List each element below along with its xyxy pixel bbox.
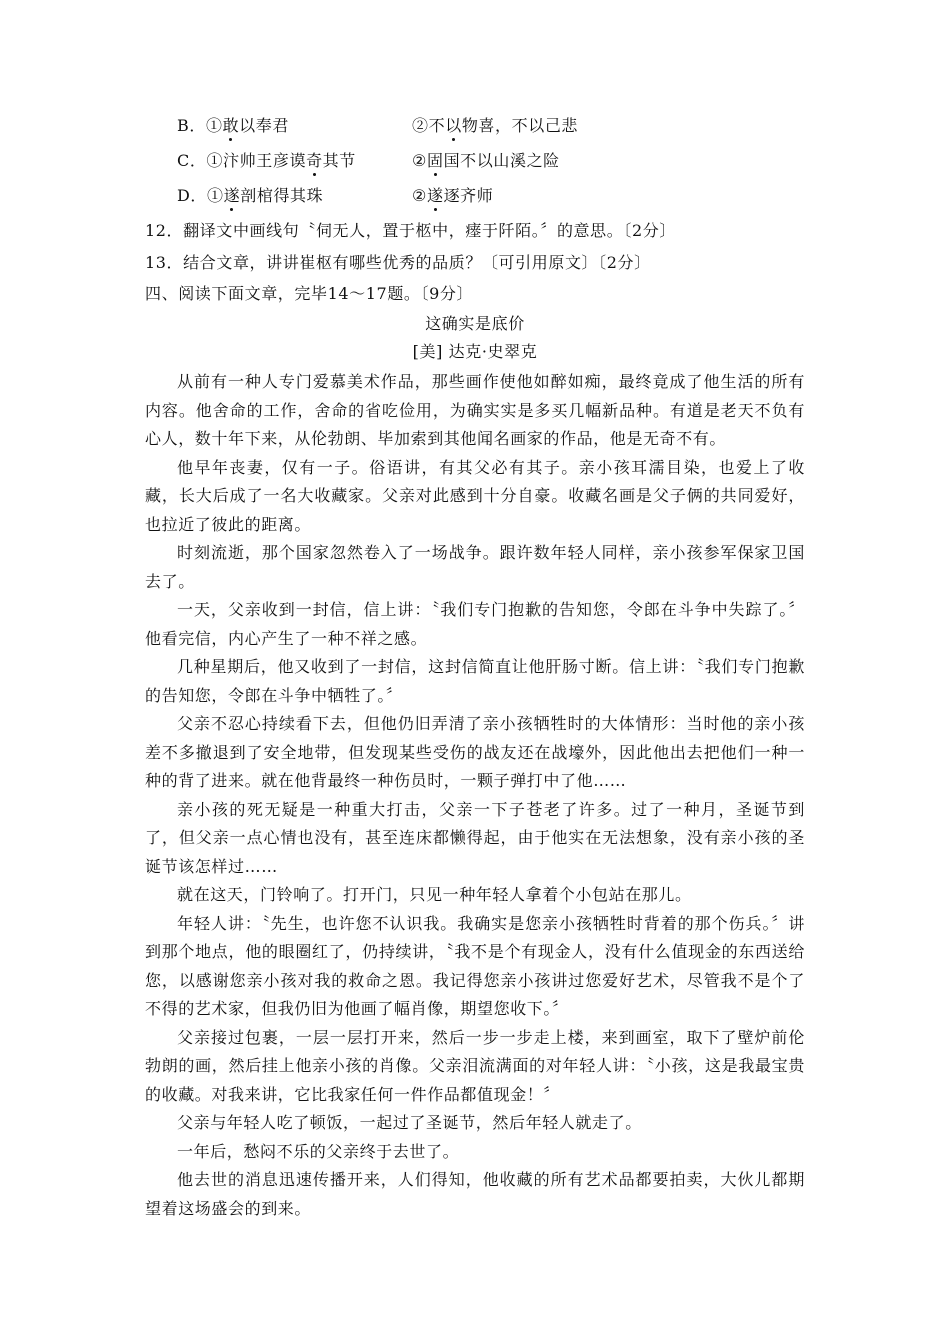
question-13: 13．结合文章，讲讲崔枢有哪些优秀的品质？〔可引用原文〕〔2分〕 [145,253,651,272]
article-paragraph: 他去世的消息迅速传播开来，人们得知，他收藏的所有艺术品都要拍卖，大伙儿都期望着这场盛会的到来。 [145,1170,805,1218]
section-4-heading: 四、阅读下面文章，完毕14～17题。〔9分〕 [145,284,474,303]
option-c-first: C．①汴帅王彦谟奇其节 [177,151,356,170]
article-paragraph: 他早年丧妻，仅有一子。俗语讲，有其父必有其子。亲小孩耳濡目染，也爱上了收藏，长大后成了一名大收藏家。父亲对此感到十分自豪。收藏名画是父子俩的共同爱好，也拉近了彼此的距离。 [145,457,805,534]
emphasis-dot-char: 以 [445,116,462,135]
question-12: 12．翻译文中画线句〝伺无人，置于柩中，瘗于阡陌。〞的意思。〔2分〕 [145,221,676,240]
emphasis-dot-char: 奇 [306,151,323,170]
article-paragraph: 从前有一种人专门爱慕美术作品，那些画作使他如醉如痴，最终竟成了他生活的所有内容。他舍命的工作，舍命的省吃俭用，为确实实是多买几幅新品种。有道是老天不负有心人，数十年下来，从伦勃朗、毕加索到其他闻名画家的作品，他是无奇不有。 [145,372,805,448]
article-paragraph: 父亲接过包裹，一层一层打开来，然后一步一步走上楼，来到画室，取下了壁炉前伦勃朗的画，然后挂上他亲小孩的肖像。父亲泪流满面的对年轻人讲：〝小孩，这是我最宝贵的收藏。对我来讲，它比我家任何一件作品都值现金！〞 [145,1027,805,1104]
option-b-second: ②不以物喜，不以己悲 [412,116,579,135]
option-c-second: ②固国不以山溪之险 [412,151,560,170]
article-paragraph: 父亲不忍心持续看下去，但他仍旧弄清了亲小孩牺牲时的大体情形：当时他的亲小孩差不多撤退到了安全地带，但发现某些受伤的战友还在战壕外，因此他出去把他们一种一种的背了进来。就在他背最终一种伤员时，一颗子弹打中了他…… [145,714,805,790]
emphasis-dot-char: 敢 [222,116,240,135]
option-b-first: B．①敢以奉君 [177,116,289,135]
option-d-first: D．①遂剖棺得其珠 [177,186,324,205]
article-body [145,368,805,1223]
article-paragraph: 一天，父亲收到一封信，信上讲：〝我们专门抱歉的告知您，令郎在斗争中失踪了。〞他看完信，内心产生了一种不祥之感。 [145,600,805,648]
article-title: 这确实是底价 [425,314,525,333]
article-paragraph: 几种星期后，他又收到了一封信，这封信简直让他肝肠寸断。信上讲：〝我们专门抱歉的告知您，令郎在斗争中牺牲了。〞 [145,657,805,705]
article-paragraph: 亲小孩的死无疑是一种重大打击，父亲一下子苍老了许多。过了一种月，圣诞节到了，但父亲一点心情也没有，甚至连床都懒得起，由于他实在无法想象，没有亲小孩的圣诞节该怎样过…… [145,799,805,876]
emphasis-dot-char: 遂 [223,186,241,205]
article-paragraph: 一年后，愁闷不乐的父亲终于去世了。 [177,1141,460,1161]
emphasis-dot-char: 遂 [426,186,444,205]
option-d-second: ②遂逐齐师 [412,186,494,205]
emphasis-dot-char: 固 [426,151,444,170]
article-paragraph: 就在这天，门铃响了。打开门，只见一种年轻人拿着个小包站在那儿。 [177,885,692,904]
article-paragraph: 时刻流逝，那个国家忽然卷入了一场战争。跟许数年轻人同样，亲小孩参军保家卫国去了。 [145,543,805,591]
article-author: [美] 达克·史翠克 [412,342,538,361]
article-paragraph: 年轻人讲：〝先生，也许您不认识我。我确实是您亲小孩牺牲时背着的那个伤兵。〞讲到那个地点，他的眼圈红了，仍持续讲，〝我不是个有现金人，没有什么值现金的东西送给您，以感谢您亲小孩对我的救命之恩。我记得您亲小孩讲过您爱好艺术，尽管我不是个了不得的艺术家，但我仍旧为他画了幅肖像，期望您收下。〞 [145,913,805,1018]
article-paragraph: 父亲与年轻人吃了顿饭，一起过了圣诞节，然后年轻人就走了。 [177,1113,642,1132]
